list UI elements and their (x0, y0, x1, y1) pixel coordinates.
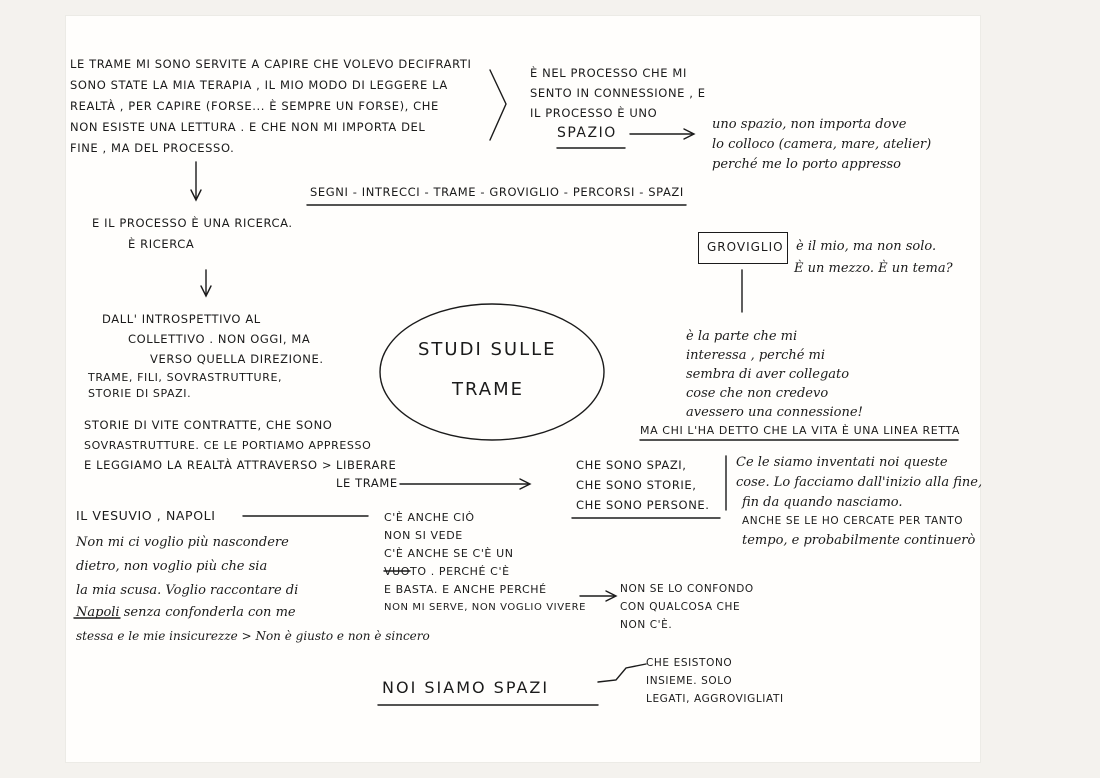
storie-line-1: STORIE DI VITE CONTRATTE, CHE SONO (84, 418, 333, 432)
parte-note-line-1: è la parte che mi (686, 329, 798, 344)
groviglio-note-line-1: è il mio, ma non solo. (796, 239, 937, 254)
spazio-note-line-2: lo colloco (camera, mare, atelier) (712, 137, 932, 152)
paragraph-2-line-2: SENTO IN CONNESSIONE , E (530, 86, 706, 100)
parte-note-line-4: cose che non credevo (686, 386, 829, 401)
groviglio-note-line-2: È un mezzo. È un tema? (794, 261, 953, 276)
keywords-line: SEGNI - INTRECCI - TRAME - GROVIGLIO - PERCORSI - SPAZI (310, 185, 684, 199)
napoli-note-line-4: Napoli senza confonderla con me (76, 605, 296, 620)
groviglio-box (698, 232, 788, 264)
spazio-note-line-1: uno spazio, non importa dove (712, 117, 907, 132)
paragraph-1-line-2: SONO STATE LA MIA TERAPIA , IL MIO MODO DI LEGGERE LA (70, 78, 448, 92)
introspettivo-line-2: COLLETTIVO . NON OGGI, MA (128, 332, 311, 346)
parte-note-line-5: avessero una connessione! (686, 405, 863, 420)
noi-siamo-spazi: NOI SIAMO SPAZI (382, 678, 550, 697)
confondo-line-2: CON QUALCOSA CHE (620, 601, 741, 613)
spazi-storie-line-2: CHE SONO STORIE, (576, 478, 697, 492)
napoli-note-line-2: dietro, non voglio più che sia (76, 559, 268, 574)
center-title-line-1: STUDI SULLE (418, 339, 557, 360)
napoli-note-line-5: stessa e le mie insicurezze > Non è giusto e non è sincero (76, 629, 430, 643)
inventati-line-4: ANCHE SE LE HO CERCATE PER TANTO (742, 515, 964, 527)
vuoto-note-line-3: C'È ANCHE SE C'È UN (384, 547, 514, 560)
inventati-line-3: fin da quando nasciamo. (742, 495, 903, 510)
paragraph-1-line-1: LE TRAME MI SONO SERVITE A CAPIRE CHE VOLEVO DECIFRARTI (70, 57, 472, 71)
paragraph-2-line-1: È NEL PROCESSO CHE MI (530, 66, 687, 80)
confondo-line-3: NON C'È. (620, 619, 673, 631)
vuoto-note-line-1: C'È ANCHE CIÒ (384, 511, 475, 524)
groviglio-label: GROVIGLIO (707, 240, 784, 254)
inventati-line-2: cose. Lo facciamo dall'inizio alla fine, (736, 475, 983, 490)
ricerca-line-1: E IL PROCESSO È UNA RICERCA. (92, 216, 293, 230)
inventati-line-5: tempo, e probabilmente continuerò (742, 533, 976, 548)
vesuvio-label: IL VESUVIO , NAPOLI (76, 508, 216, 523)
napoli-note-line-3: la mia scusa. Voglio raccontare di (76, 583, 299, 598)
esistono-line-1: CHE ESISTONO (646, 657, 733, 669)
liberare-line-1: LIBERARE (336, 458, 397, 472)
parte-note-line-3: sembra di aver collegato (686, 367, 850, 382)
spazi-storie-line-1: CHE SONO SPAZI, (576, 458, 687, 472)
paragraph-1-line-3: REALTÀ , PER CAPIRE (FORSE... È SEMPRE UN FORSE), CHE (70, 99, 439, 113)
introspettivo-line-4: TRAME, FILI, SOVRASTRUTTURE, STORIE DI SPAZI. (88, 371, 283, 400)
ma-chi-line: MA CHI L'HA DETTO CHE LA VITA È UNA LINEA RETTA (640, 424, 960, 437)
ricerca-line-2: È RICERCA (128, 237, 195, 251)
paragraph-1-line-4: NON ESISTE UNA LETTURA . E CHE NON MI IMPORTA DEL (70, 120, 426, 134)
spazio-label: SPAZIO (557, 125, 617, 141)
introspettivo-line-1: DALL' INTROSPETTIVO AL (102, 312, 261, 326)
spazi-storie-line-3: CHE SONO PERSONE. (576, 498, 710, 512)
storie-line-2: SOVRASTRUTTURE. CE LE PORTIAMO APPRESSO (84, 439, 372, 452)
parte-note-line-2: interessa , perché mi (686, 348, 826, 363)
esistono-line-3: LEGATI, AGGROVIGLIATI (646, 693, 784, 705)
vuoto-note-line-4: VUOTO . PERCHÉ C'È (384, 565, 510, 578)
napoli-note-line-1: Non mi ci voglio più nascondere (76, 535, 289, 550)
confondo-line-1: NON SE LO CONFONDO (620, 583, 754, 595)
inventati-line-1: Ce le siamo inventati noi queste (736, 455, 948, 470)
introspettivo-line-3: VERSO QUELLA DIREZIONE. (150, 352, 324, 366)
center-title-line-2: TRAME (452, 379, 524, 400)
esistono-line-2: INSIEME. SOLO (646, 675, 733, 687)
vuoto-note-line-2: NON SI VEDE (384, 529, 463, 542)
spazio-note-line-3: perché me lo porto appresso (712, 157, 901, 172)
paragraph-2-line-3: IL PROCESSO È UNO (530, 106, 658, 120)
paragraph-1-line-5: FINE , MA DEL PROCESSO. (70, 141, 235, 155)
storie-line-3: E LEGGIAMO LA REALTÀ ATTRAVERSO > (84, 458, 333, 472)
liberare-line-2: LE TRAME (336, 476, 398, 490)
vuoto-note-line-6: NON MI SERVE, NON VOGLIO VIVERE (384, 602, 587, 613)
vuoto-note-line-5: E BASTA. E ANCHE PERCHÉ (384, 583, 547, 596)
